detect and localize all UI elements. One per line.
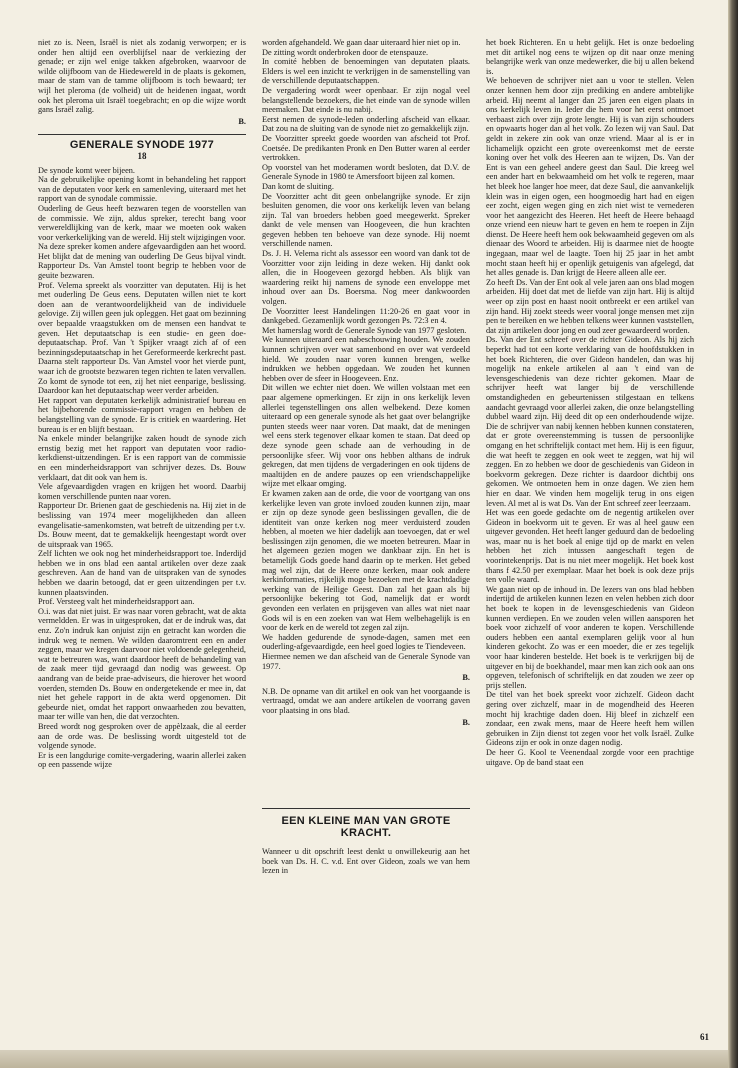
divider bbox=[38, 134, 246, 135]
paragraph: We gaan niet op de inhoud in. De lezers van ons blad hebben indertijd de artikelen kunnen lezen en velen hebben zich door het boek te kopen in de levensgeschiedenis van Gideon kunnen verdiepen. En we zouden velen willen aansporen het boek voor zichzelf of voor anderen te kopen. Verschillende ouders hebben een aantal exemplaren gelijk voor al hun kinderen gekocht. Zo was er een moeder, die er zes tegelijk voor haar kinderen bestelde. Het boek is te verkrijgen bij de uitgever en bij de boekhandel, maar men kan zich ook aan ons opgeven, telefonisch of schriftelijk en dat zouden we zeer op prijs stellen. bbox=[486, 584, 694, 690]
note-signature: B. bbox=[462, 717, 470, 727]
paragraph: Ouderling de Geus heeft bezwaren tegen de voorstellen van de commissie. We zijn, aldus spreker, terecht bang voor verwereldlijking van de kerk, maar we moeten ook waken voor verkerkelijking van de wereld. Hij stelt wijzigingen voor. bbox=[38, 203, 246, 242]
paragraph: Het was een goede gedachte om de negentig artikelen over Gideon in boekvorm uit te geven. Er was al heel gauw een uitgever gevonden. Het heeft langer geduurd dan de bedoeling was, maar nu is het boek al enige tijd op de markt en velen hebben het zich intussen aangeschaft tegen de voorintekenprijs. Dat is nu niet meer mogelijk. Het boek kost thans f 42.50 per exemplaar. Maar het boek is ook deze prijs ten volle waard. bbox=[486, 508, 694, 585]
paragraph: De titel van het boek spreekt voor zichzelf. Gideon dacht gering over zichzelf, maar in de mogendheid des Heeren mocht hij krachtige daden doen. Hij bleef in zichzelf een zondaar, een zwak mens, maar de Heere heeft hem willen gebruiken in Zijn dienst tot zegen voor het volk Israël. Zulke Gideons zijn er ook in onze dagen nodig. bbox=[486, 690, 694, 748]
paragraph: De Voorzitter spreekt goede woorden van afscheid tot Prof. Coetsée. De predikanten Pronk en Den Butter waren al eerder vertrokken. bbox=[262, 133, 470, 163]
paragraph: De Voorzitter leest Handelingen 11:20-26 en gaat voor in dankgebed. Gezamenlijk wordt gezongen Ps. 72:3 en 4. bbox=[262, 306, 470, 326]
paragraph: Hiermee nemen we dan afscheid van de Generale Synode van 1977. bbox=[262, 652, 470, 671]
paragraph: De heer G. Kool te Veenendaal zorgde voor een prachtige uitgave. Op de band staat een bbox=[486, 747, 694, 767]
paragraph: Het rapport van deputaten kerkelijk administratief bureau en het bijbehorende commissie-rapport vragen en hebben de belangstelling van de synode. Er is critiek en waardering. Het bureau is er en blijft bestaan. bbox=[38, 395, 246, 434]
paragraph: Na enkele minder belangrijke zaken houdt de synode zich ernstig bezig met het rapport van deputaten voor radio-kerkdienst-uitzendingen. Er is een rapport van de commissie en een minderheidsrapport van schrijver dezes. Ds. Bouw verklaart, dat dit ook van hem is. bbox=[38, 434, 246, 482]
page-number: 61 bbox=[700, 1032, 709, 1042]
paragraph: het boek Richteren. En u hebt gelijk. Het is onze bedoeling met dit artikel nog eens te wijzen op dit naar onze mening belangrijke werk van onze medewerker, die bij u allen bekend is. bbox=[486, 38, 694, 76]
article-signature: B. bbox=[462, 673, 470, 683]
paragraph: Met hamerslag wordt de Generale Synode van 1977 gesloten. bbox=[262, 325, 467, 335]
intro-signature: B. bbox=[238, 116, 246, 126]
paragraph: Eerst nemen de synode-leden onderling afscheid van elkaar. Dat zou na de sluiting van de synode niet zo gemakkelijk zijn. bbox=[262, 114, 470, 134]
paragraph: Zo heeft Ds. Van der Ent ook al vele jaren aan ons blad mogen arbeiden. Hij doet dat met de liefde van zijn hart. Hij is altijd weer op zijn post en haast nooit ontbreekt er een artikel van zijn hand. Hij zoekt steeds weer vooral jonge mensen met zijn pen te bereiken en we hebben telkens weer kunnen vaststellen, dat zijn artikelen door jong en oud zeer gewaardeerd worden. bbox=[486, 277, 694, 335]
paragraph: De zitting wordt onderbroken door de etenspauze. bbox=[262, 47, 429, 57]
editor-note: N.B. De opname van dit artikel en ook van het voorgaande is vertraagd, omdat we aan andere artikelen de voorrang gaven voor plaatsing in ons blad. bbox=[262, 686, 470, 715]
page-edge bbox=[0, 1050, 728, 1068]
second-article-text: Wanneer u dit opschrift leest denkt u onwillekeurig aan het boek van Ds. H. C. v.d. Ent over Gideon, zoals we van hem lezen in bbox=[262, 847, 470, 876]
paragraph: Na deze spreker komen andere afgevaardigden aan het woord. Het blijkt dat de mening van ouderling De Geus bijval vindt. Rapporteur Ds. Van Amstel toont begrip te hebben voor de geuite bezwaren. bbox=[38, 242, 246, 281]
paragraph: Ds. Bouw meent, dat te gemakkelijk heengestapt wordt over de uitspraak van 1965. bbox=[38, 530, 246, 549]
article-title: GENERALE SYNODE 1977 bbox=[69, 139, 215, 152]
divider bbox=[262, 808, 470, 809]
left-column bbox=[38, 38, 246, 1046]
paragraph: De Voorzitter acht dit geen onbelangrijke synode. Er zijn besluiten genomen, die voor ons kerkelijk leven van belang zijn. Tal van broeders hebben goed meegewerkt. Spreker dankt de vele mensen van Hoogeveen, die hun krachten gegeven hebben ten behoeve van deze synode. Hij noemt verschillende namen. bbox=[262, 191, 470, 249]
paragraph: Zelf lichten we ook nog het minderheidsrapport toe. Inderdijd hebben we in ons blad een aantal artikelen over deze zaak geschreven. Aan de hand van de uitspraken van de synodes hebben we daarin betoogd, dat er geen uitzendingen per t.v. kunnen plaatsvinden. bbox=[38, 549, 246, 597]
paragraph: Dit willen we echter niet doen. We willen volstaan met een paar algemene opmerkingen. Er zijn in ons kerkelijk leven allerlei tegenstellingen ons allen welbekend. Deze komen uiteraard op een generale synode als het gaat over belangrijke punten steeds weer naar voren. Dat maakt, dat de meningen wel eens sterk tegenover elkaar komen te staan. Dat deed op deze synode geen schade aan de verhouding in de persoonlijke sfeer. Wij voor ons hebben althans de indruk gekregen, dat men tijdens de vergaderingen en ook tijdens de maaltijden en de andere pauzes op een vriendschappelijke wijze met elkaar omging. bbox=[262, 383, 470, 489]
paragraph: O.i. was dat niet juist. Er was naar voren gebracht, wat de akta vermeldden. Er was in uitgesproken, dat er de indruk was, dat enz. Zo'n indruk kan onjuist zijn en getracht kan worden die indruk weg te nemen. We wilden daaromtrent een en ander zeggen, maar we kregen daarvoor niet voldoende gelegenheid, wat te betreuren was, want daardoor heeft de behandeling van de zaak meer tijd gevraagd dan nodig was geweest. Op aandrang van de beide prae-adviseurs, die hierover het woord voerden, stemden Ds. Bouw en ondergetekende er mee in, dat niet het gehele rapport in de akta werd opgenomen. Dit gebeurde niet, omdat het rapport onwaarheden zou bevatten, maar ter wille van hen, die dat verzochten. bbox=[38, 606, 246, 722]
paragraph: Er is een langdurige comite-vergadering, waarin allerlei zaken op een passende wijze bbox=[38, 750, 246, 770]
middle-column bbox=[262, 38, 470, 798]
paragraph: Prof. Versteeg valt het minderheidsrapport aan. bbox=[38, 597, 195, 607]
paragraph: Vele afgevaardigden vragen en krijgen het woord. Daarbij komen verschillende punten naar voren. bbox=[38, 482, 246, 501]
paragraph: We behoeven de schrijver niet aan u voor te stellen. Velen onzer kennen hem door zijn prediking en andere ambtelijke arbeid. Hij neemt al langer dan 25 jaren een eigen plaats in ons kerkelijk leven in. Ieder die hem voor het eerst ontmoet verbaast zich over zijn grote lengte. Hij is van zijn schouders en opwaarts hoger dan al het volk. Zo lezen wij van Saul. Dat geldt in zekere zin ook van onze vriend. Maar al is er in lichamelijk opzicht een grote overeenkomst met de eerste koning over het volk des Heeren aan te wijzen, Ds. Van der Ent is van een geheel andere geest dan Saul. Die kreeg wel een ander hart en bekwaamheid om het volk te regeren, maar het bleek hoe langer hoe meer, dat deze Saul, die aanvankelijk klein was in eigen ogen, een hoogmoedig hart had en eigen eer zocht, eigen wegen ging en zich niet wist te vernederen voor het aangezicht des Heeren. Het heeft de Heere behaagd onze vriend een nieuw hart te geven en hem te roepen in Zijn dienst. De Heere heeft hem ook bekwaamheid gegeven om als dienaar des Woord te arbeiden. Hij is daarmee niet de hoogte ingegaan, maar wel de laagte. Toen hij 25 jaar in het ambt mocht staan heeft hij er openlijk getuigenis van afgelegd, dat het alles genade is. Dan krijgt de Heere alleen alle eer. bbox=[486, 76, 694, 278]
paragraph: Breed wordt nog gesproken over de appèlzaak, die al eerder aan de orde was. De beslissing wordt uitgesteld tot de volgende synode. bbox=[38, 721, 246, 751]
paragraph: Rapporteur Dr. Brienen gaat de geschiedenis na. Hij ziet in de beslissing van 1974 meer mogelijkheden dan alleen evangelisatie-samenkomsten, wat betreft de uitzending per t.v. bbox=[38, 501, 246, 530]
paragraph: Prof. Velema spreekt als voorzitter van deputaten. Hij is het met ouderling De Geus eens. Deputaten willen niet te kort doen aan de verantwoordelijkheid van de individuele gelovige. Zij willen geen juk opleggen. Het gaat om bezinning over bepaalde vraagstukken om de mensen een handvat te geven. Het deputaatschap is een studie- en geen doe-deputaatschap. Prof. Van 't Spijker vraagt zich af of een bezinningsdeputaatschap in het Gereformeerde kerkrecht past. Daarna stelt rapporteur Ds. Van Amstel voor het vierde punt, waar ich de grootste bezwaren tegen richten te laten vervallen. Zo komt de synode tot een, zij het niet eenparige, beslissing. Daardoor kan het deputaatschap weer verder arbeiden. bbox=[38, 280, 246, 396]
paragraph: In comité hebben de benoemingen van deputaten plaats. Elders is wel een inzicht te verkrijgen in de samenstelling van de verschillende deputaatschappen. bbox=[262, 57, 470, 86]
right-column bbox=[486, 38, 694, 1044]
paragraph: Ds. Van der Ent schreef over de richter Gideon. Als hij zich beperkt had tot een korte verklaring van de hoofdstukken in het boek Richteren, die over Gideon handelen, dan was hij mogelijk na enkele artikelen al aan 't eind van de levensgeschiedenis van deze richter gekomen. Maar de schrijver heeft wat langer bij de verschillende omstandigheden en gebeurtenissen stilgestaan en telkens aandacht gevraagd voor allerlei zaken, die onze belangstelling dubbel waard zijn. Hij deed dit op een onderhoudende wijze. Die de schrijver van nabij kennen hebben kunnen constateren, dat er grote overeenstemming is tussen de persoonlijke omgang en het schriftelijk contact met hem. Hij is een figuur, die wat heeft te zeggen en ook weet te zeggen, wat hij wil zeggen. En zo hebben we door de geschiedenis van Gideon in boekvorm gekregen. Deze richter is daardoor dichtbij ons gekomen. We ontmoeten hem in onze dagen. We zien hem hier en daar. We vinden hem mogelijk terug in ons eigen leven. Al met al is wat Ds. Van der Ent schreef zeer leerzaam. bbox=[486, 335, 694, 508]
paragraph: We kunnen uiteraard een nabeschouwing houden. We zouden kunnen schrijven over wat samenbond en over wat verdeeld hield. We zouden naar voren kunnen brengen, welke indrukken we hebben opgedaan. We zouden het kunnen hebben over de sfeer in Hoogeveen. Enz. bbox=[262, 335, 470, 383]
paragraph: We hadden gedurende de synode-dagen, samen met een ouderling-afgevaardigde, een heel goed logies te Tiendeveen. bbox=[262, 632, 470, 652]
book-spine bbox=[728, 0, 738, 1068]
article-number: 18 bbox=[137, 150, 147, 161]
second-article-title: EEN KLEINE MAN VAN GROTE KRACHT. bbox=[281, 815, 451, 839]
intro-text: niet zo is. Neen, Israël is niet als zodanig verworpen; er is onder hen altijd een overblijfsel naar de verkiezing der genade; er zijn wel enige takken afgebroken, waarvoor de wilde olijfboom van de Hiedewereld in de plaats is gekomen, maar de stam van de tamme olijfboom is toch bewaard; ter wijl het pleroma (de volheid) uit de heidenen ingaat, wordt ook het pleroma uit Israël toegebracht; en op die wijze wordt gans Israël zalig. bbox=[38, 38, 246, 115]
second-article bbox=[262, 800, 470, 1046]
paragraph: Ds. J. H. Velema richt als assessor een woord van dank tot de Voorzitter voor zijn leiding in deze weken. Hij dankt ook allen, die in Hoogeveen gezorgd hebben. Als blijk van waardering reikt hij namens de synode een enveloppe met inhoud over aan Ds. Boersma. Nog meer dankwoorden volgen. bbox=[262, 249, 470, 307]
paragraph: De vergadering wordt weer openbaar. Er zijn nogal veel belangstellende bezoekers, die het einde van de synode willen meemaken. Dat einde is nu nabij. bbox=[262, 85, 470, 115]
paragraph: worden afgehandeld. We gaan daar uiteraard hier niet op in. bbox=[262, 38, 461, 47]
paragraph: Dan komt de sluiting. bbox=[262, 181, 334, 191]
paragraph: De synode komt weer bijeen. bbox=[38, 165, 135, 175]
paragraph: Na de gebruikelijke opening komt in behandeling het rapport van de deputaten voor kerk en samenleving, uiteraard met het rapport van de synodale commissie. bbox=[38, 175, 246, 204]
paragraph: Er kwamen zaken aan de orde, die voor de voortgang van ons kerkelijke leven van grote invloed zouden kunnen zijn, maar er zijn op deze synode geen beslissingen gevallen, die de identiteit van onze kerken nog meer verduisterd zouden hebben, al moeten we hier dadelijk aan toevoegen, dat er wel beslissingen zijn genomen, die we moeten betreuren. Maar in het algemeen gezien mogen we dankbaar zijn. En het is betamelijk Gods goede hand daarin op te merken. Het gebed mag wel zijn, dat de Heere onze kerken, maar ook andere kerkinformaties, rijkelijk moge bezoeken met de krachtdadige werking van de Heilige Geest. Dan zal het gaan als bij persoonlijke bekering tot God, namelijk dat er wordt gevonden een verlaten en prijsgeven van alles wat niet naar Gods wil is en een zoeken van wat Hem welbehagelijk is en voor de kerk en de wereld tot zegen zal zijn. bbox=[262, 488, 470, 633]
paragraph: Op voorstel van het moderamen wordt besloten, dat D.V. de Generale Synode in 1980 te Amersfoort bijeen zal komen. bbox=[262, 162, 470, 182]
